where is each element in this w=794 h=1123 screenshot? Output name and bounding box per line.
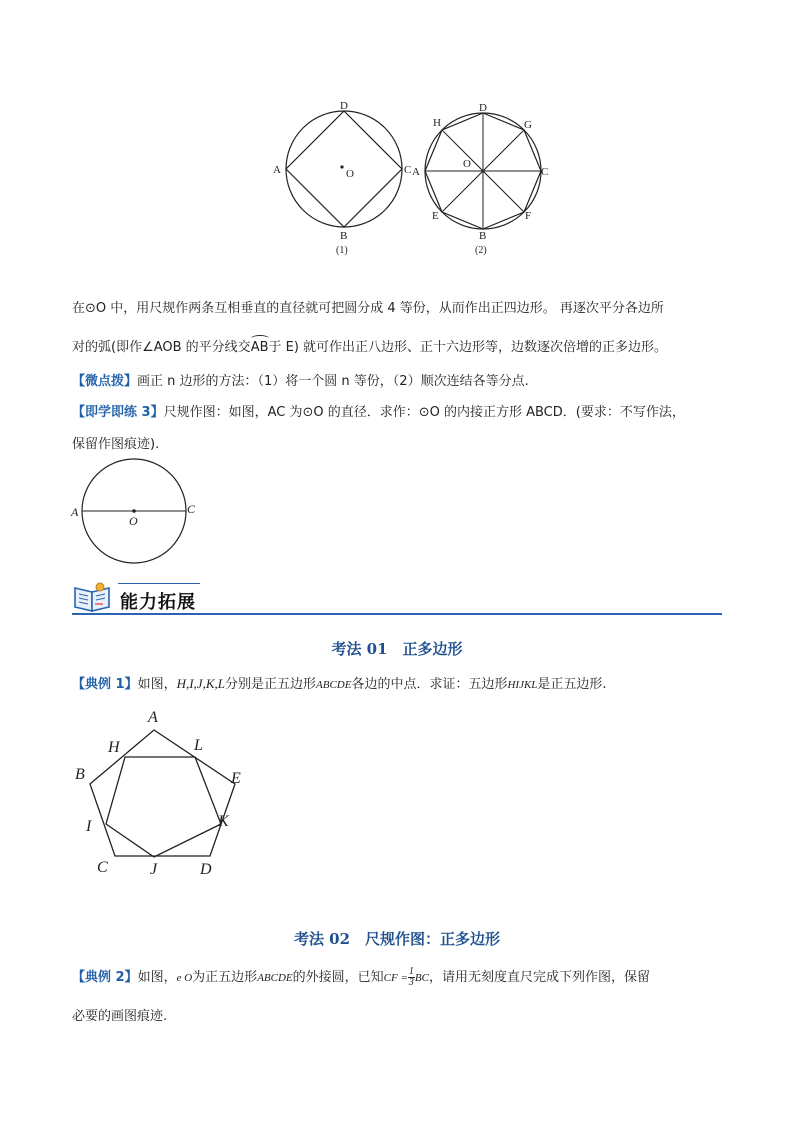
section-1-title: 考法 01 正多边形: [331, 640, 463, 658]
example-2-poly: ABCDE: [257, 972, 293, 984]
fig2-caption: (2): [475, 245, 487, 256]
practice-text-1: 尺规作图：如图，AC 为⊙O 的直径．求作：⊙O 的内接正方形 ABCD．(要求：不写作法，: [163, 405, 685, 420]
example-2-eq: CF =: [383, 972, 408, 984]
fig2-label-O: O: [463, 158, 471, 170]
fig4-label-J: J: [150, 861, 158, 878]
practice-line-1: [72, 403, 685, 423]
fig2-label-C: C: [541, 166, 549, 178]
fig4-label-L: L: [194, 737, 203, 754]
frac-numerator: 1: [408, 966, 414, 977]
banner-top-rule: [118, 583, 200, 584]
figure-2-circle-octagon: [405, 95, 555, 260]
fraction-one-third: [408, 967, 415, 988]
practice-tag: 【即学即练 3】: [72, 405, 164, 420]
example-1-mid: 分别是正五边形: [224, 677, 316, 692]
intro-line-2: [72, 338, 667, 358]
fig4-inner-pentagon: [106, 757, 221, 857]
example-2-mid: 为正五边形: [192, 970, 258, 985]
frac-denominator: 3: [408, 977, 414, 988]
figure-3-circle-diameter: [66, 455, 206, 567]
example-1-mid2: 各边的中点．求证：五边形: [351, 677, 508, 692]
example-1-poly2: HIJKL: [507, 679, 538, 691]
fig2-label-H: H: [433, 117, 441, 129]
fig1-label-O: O: [346, 168, 354, 180]
example-2-mid2: 的外接圆，已知: [292, 970, 384, 985]
fig1-label-B: B: [340, 230, 348, 242]
example-1-vars: H,I,J,K,L: [176, 676, 225, 691]
fig1-label-A: A: [273, 164, 281, 176]
example-2-pre: 如图，: [137, 970, 177, 985]
example-2-tag: 【典例 2】: [72, 970, 138, 985]
fig4-label-H: H: [108, 739, 120, 756]
fig4-label-C: C: [97, 859, 108, 876]
book-icon: [72, 580, 114, 614]
fig4-label-K: K: [218, 813, 229, 830]
fig1-label-D: D: [340, 100, 348, 112]
fig3-label-O: O: [129, 514, 138, 528]
fig4-label-E: E: [231, 770, 241, 787]
example-2-circle: e O: [176, 972, 193, 984]
fig4-label-A: A: [148, 709, 158, 726]
fig3-label-A: A: [71, 505, 79, 519]
banner-underline: [72, 613, 722, 615]
fig2-label-F: F: [525, 210, 532, 222]
fig1-center-dot: [340, 165, 343, 168]
fig1-label-C: C: [404, 164, 412, 176]
example-1-pre: 如图，: [137, 677, 177, 692]
fig3-center-dot: [132, 509, 136, 513]
fig4-label-B: B: [75, 766, 85, 783]
fig2-label-E: E: [432, 210, 439, 222]
intro-line-1: 在⊙O 中，用尺规作两条互相垂直的直径就可把圆分成 4 等份，从而作出正四边形。 再逐次平分各边所: [72, 301, 664, 316]
fig2-label-D: D: [479, 102, 487, 114]
intro-line-2-post: 于 E) 就可作出正八边形、正十六边形等，边数逐次倍增的正多边形。: [268, 340, 668, 355]
tip-tag: 【微点拨】: [72, 374, 138, 389]
banner-title: 能力拓展: [120, 592, 196, 613]
figure-1-circle-square: [270, 95, 420, 260]
example-1-tag: 【典例 1】: [72, 677, 138, 692]
example-1-poly: ABCDE: [316, 679, 352, 691]
tip-text: 画正 n 边形的方法：（1）将一个圆 n 等份，（2）顺次连结各等分点.: [137, 374, 529, 389]
example-1-paragraph: [72, 674, 607, 695]
example-2-line-2: 必要的画图痕迹.: [72, 1009, 168, 1024]
arc-ab-symbol: AB: [251, 338, 269, 358]
fig1-circle: [286, 111, 402, 227]
fig4-label-I: I: [86, 818, 92, 835]
fig1-caption: (1): [336, 245, 348, 256]
fig2-label-A: A: [412, 166, 420, 178]
example-1-post: 是正五边形.: [537, 677, 607, 692]
example-2-bc: BC: [414, 972, 429, 984]
practice-line-2: 保留作图痕迹).: [72, 437, 160, 452]
fig4-label-D: D: [200, 861, 212, 878]
section-2-title: 考法 02 尺规作图：正多边形: [293, 930, 501, 948]
fig2-label-B: B: [479, 230, 487, 242]
example-2-line-1: [72, 967, 650, 988]
example-2-post: ，请用无刻度直尺完成下列作图，保留: [428, 970, 650, 985]
figure-4-pentagons: [70, 700, 260, 885]
fig2-label-G: G: [524, 119, 532, 131]
tip-paragraph: [72, 372, 529, 392]
fig3-label-C: C: [187, 502, 196, 516]
intro-line-2-pre: 对的弧(即作∠AOB 的平分线交: [72, 340, 251, 355]
